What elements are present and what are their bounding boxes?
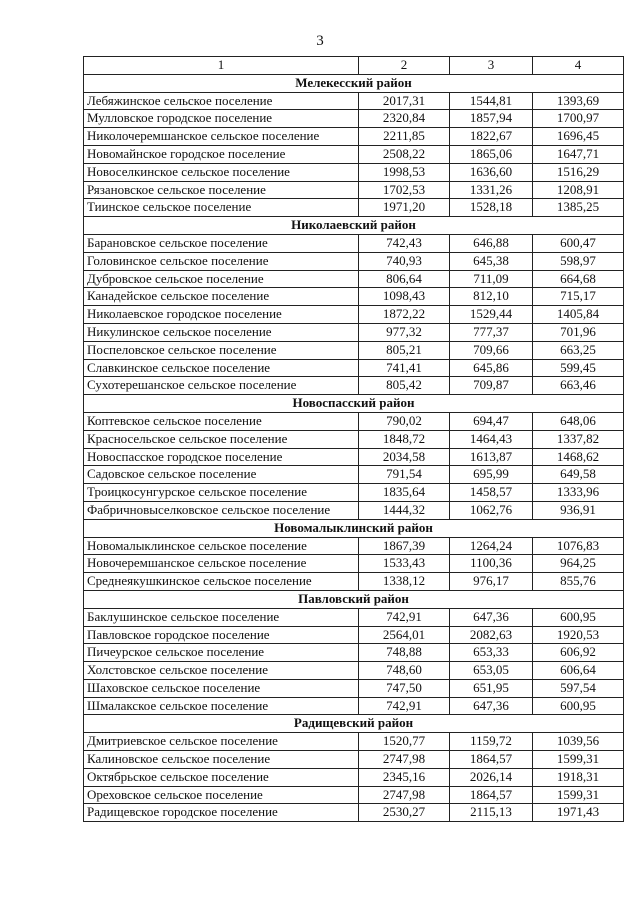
value-cell-col2: 742,43: [359, 234, 450, 252]
settlement-name-cell: Николочеремшанское сельское поселение: [84, 128, 359, 146]
table-row: [84, 430, 624, 448]
settlements-table: [83, 56, 624, 822]
table-row: [84, 679, 624, 697]
value-cell-col4: 606,64: [533, 662, 624, 680]
value-cell-col3: 1636,60: [450, 163, 533, 181]
value-cell-col2: 748,60: [359, 662, 450, 680]
value-cell-col2: 2017,31: [359, 92, 450, 110]
column-header: 4: [533, 57, 624, 75]
table-row: [84, 662, 624, 680]
value-cell-col4: 1918,31: [533, 768, 624, 786]
value-cell-col2: 2564,01: [359, 626, 450, 644]
district-name: Радищевский район: [84, 715, 624, 733]
table-row: [84, 306, 624, 324]
table-row: [84, 466, 624, 484]
settlement-name-cell: Шаховское сельское поселение: [84, 679, 359, 697]
value-cell-col3: 653,05: [450, 662, 533, 680]
value-cell-col3: 976,17: [450, 573, 533, 591]
table-row: [84, 359, 624, 377]
value-cell-col4: 701,96: [533, 323, 624, 341]
value-cell-col4: 600,47: [533, 234, 624, 252]
value-cell-col2: 2211,85: [359, 128, 450, 146]
table-row: [84, 341, 624, 359]
settlement-name-cell: Никулинское сельское поселение: [84, 323, 359, 341]
settlement-name-cell: Поспеловское сельское поселение: [84, 341, 359, 359]
settlement-name-cell: Пичеурское сельское поселение: [84, 644, 359, 662]
value-cell-col2: 806,64: [359, 270, 450, 288]
settlement-name-cell: Славкинское сельское поселение: [84, 359, 359, 377]
table-row: [84, 234, 624, 252]
value-cell-col3: 1864,57: [450, 751, 533, 769]
value-cell-col2: 1702,53: [359, 181, 450, 199]
settlement-name-cell: Николаевское городское поселение: [84, 306, 359, 324]
table-row: [84, 608, 624, 626]
value-cell-col3: 651,95: [450, 679, 533, 697]
value-cell-col2: 1872,22: [359, 306, 450, 324]
value-cell-col2: 1520,77: [359, 733, 450, 751]
value-cell-col4: 715,17: [533, 288, 624, 306]
value-cell-col3: 812,10: [450, 288, 533, 306]
value-cell-col4: 1971,43: [533, 804, 624, 822]
settlement-name-cell: Троицкосунгурское сельское поселение: [84, 484, 359, 502]
table-row: [84, 501, 624, 519]
value-cell-col3: 1865,06: [450, 145, 533, 163]
value-cell-col3: 711,09: [450, 270, 533, 288]
table-row: [84, 377, 624, 395]
settlement-name-cell: Новоспасское городское поселение: [84, 448, 359, 466]
value-cell-col4: 1076,83: [533, 537, 624, 555]
value-cell-col3: 653,33: [450, 644, 533, 662]
value-cell-col2: 1533,43: [359, 555, 450, 573]
value-cell-col2: 805,21: [359, 341, 450, 359]
table-row: [84, 786, 624, 804]
value-cell-col3: 2115,13: [450, 804, 533, 822]
district-name: Мелекесский район: [84, 74, 624, 92]
settlement-name-cell: Сухотерешанское сельское поселение: [84, 377, 359, 395]
value-cell-col2: 790,02: [359, 412, 450, 430]
settlement-name-cell: Садовское сельское поселение: [84, 466, 359, 484]
district-header-row: [84, 590, 624, 608]
table-row: [84, 92, 624, 110]
district-header-row: [84, 519, 624, 537]
value-cell-col4: 600,95: [533, 608, 624, 626]
settlement-name-cell: Коптевское сельское поселение: [84, 412, 359, 430]
value-cell-col3: 645,38: [450, 252, 533, 270]
value-cell-col3: 645,86: [450, 359, 533, 377]
value-cell-col3: 1529,44: [450, 306, 533, 324]
value-cell-col2: 977,32: [359, 323, 450, 341]
value-cell-col2: 2530,27: [359, 804, 450, 822]
value-cell-col4: 600,95: [533, 697, 624, 715]
value-cell-col2: 1867,39: [359, 537, 450, 555]
settlement-name-cell: Новомайнское городское поселение: [84, 145, 359, 163]
settlement-name-cell: Павловское городское поселение: [84, 626, 359, 644]
district-header-row: [84, 395, 624, 413]
table-row: [84, 573, 624, 591]
value-cell-col3: 647,36: [450, 697, 533, 715]
value-cell-col4: 599,45: [533, 359, 624, 377]
value-cell-col3: 1458,57: [450, 484, 533, 502]
table-row: [84, 323, 624, 341]
table-row: [84, 145, 624, 163]
settlement-name-cell: Шмалакское сельское поселение: [84, 697, 359, 715]
table-row: [84, 199, 624, 217]
value-cell-col4: 1385,25: [533, 199, 624, 217]
value-cell-col3: 1159,72: [450, 733, 533, 751]
value-cell-col3: 777,37: [450, 323, 533, 341]
table-row: [84, 128, 624, 146]
value-cell-col3: 694,47: [450, 412, 533, 430]
value-cell-col3: 1822,67: [450, 128, 533, 146]
district-name: Новоспасский район: [84, 395, 624, 413]
district-name: Павловский район: [84, 590, 624, 608]
value-cell-col2: 742,91: [359, 608, 450, 626]
value-cell-col4: 1599,31: [533, 751, 624, 769]
value-cell-col4: 663,46: [533, 377, 624, 395]
settlement-name-cell: Новочеремшанское сельское поселение: [84, 555, 359, 573]
settlement-name-cell: Канадейское сельское поселение: [84, 288, 359, 306]
settlement-name-cell: Баклушинское сельское поселение: [84, 608, 359, 626]
value-cell-col2: 1444,32: [359, 501, 450, 519]
value-cell-col4: 1516,29: [533, 163, 624, 181]
value-cell-col4: 1393,69: [533, 92, 624, 110]
table-row: [84, 270, 624, 288]
district-name: Николаевский район: [84, 217, 624, 235]
value-cell-col2: 2320,84: [359, 110, 450, 128]
value-cell-col3: 2082,63: [450, 626, 533, 644]
table-row: [84, 537, 624, 555]
table-row: [84, 448, 624, 466]
value-cell-col3: 2026,14: [450, 768, 533, 786]
value-cell-col2: 741,41: [359, 359, 450, 377]
value-cell-col3: 646,88: [450, 234, 533, 252]
value-cell-col3: 709,66: [450, 341, 533, 359]
settlement-name-cell: Среднеякушкинское сельское поселение: [84, 573, 359, 591]
settlement-name-cell: Дмитриевское сельское поселение: [84, 733, 359, 751]
value-cell-col4: 1700,97: [533, 110, 624, 128]
value-cell-col4: 1337,82: [533, 430, 624, 448]
settlement-name-cell: Радищевское городское поселение: [84, 804, 359, 822]
value-cell-col4: 663,25: [533, 341, 624, 359]
table-row: [84, 644, 624, 662]
settlement-name-cell: Дубровское сельское поселение: [84, 270, 359, 288]
value-cell-col2: 1971,20: [359, 199, 450, 217]
value-cell-col4: 1208,91: [533, 181, 624, 199]
district-header-row: [84, 715, 624, 733]
table-row: [84, 484, 624, 502]
value-cell-col2: 1998,53: [359, 163, 450, 181]
value-cell-col3: 1864,57: [450, 786, 533, 804]
settlement-name-cell: Октябрьское сельское поселение: [84, 768, 359, 786]
settlement-name-cell: Тиинское сельское поселение: [84, 199, 359, 217]
district-name: Новомалыклинский район: [84, 519, 624, 537]
column-header: 3: [450, 57, 533, 75]
settlement-name-cell: Лебяжинское сельское поселение: [84, 92, 359, 110]
value-cell-col2: 2747,98: [359, 786, 450, 804]
value-cell-col4: 964,25: [533, 555, 624, 573]
settlement-name-cell: Новомалыклинское сельское поселение: [84, 537, 359, 555]
settlement-name-cell: Головинское сельское поселение: [84, 252, 359, 270]
table-row: [84, 110, 624, 128]
value-cell-col2: 2034,58: [359, 448, 450, 466]
value-cell-col4: 1920,53: [533, 626, 624, 644]
value-cell-col2: 1835,64: [359, 484, 450, 502]
value-cell-col3: 709,87: [450, 377, 533, 395]
table-row: [84, 768, 624, 786]
page-number: 3: [316, 33, 324, 49]
value-cell-col2: 747,50: [359, 679, 450, 697]
table-row: [84, 412, 624, 430]
column-header: 1: [84, 57, 359, 75]
table-row: [84, 555, 624, 573]
settlement-name-cell: Мулловское городское поселение: [84, 110, 359, 128]
value-cell-col2: 742,91: [359, 697, 450, 715]
district-header-row: [84, 217, 624, 235]
table-row: [84, 697, 624, 715]
value-cell-col2: 740,93: [359, 252, 450, 270]
value-cell-col2: 1848,72: [359, 430, 450, 448]
value-cell-col2: 1338,12: [359, 573, 450, 591]
value-cell-col2: 1098,43: [359, 288, 450, 306]
value-cell-col4: 598,97: [533, 252, 624, 270]
table-row: [84, 252, 624, 270]
value-cell-col2: 2747,98: [359, 751, 450, 769]
settlement-name-cell: Барановское сельское поселение: [84, 234, 359, 252]
value-cell-col2: 791,54: [359, 466, 450, 484]
value-cell-col3: 1857,94: [450, 110, 533, 128]
value-cell-col2: 805,42: [359, 377, 450, 395]
value-cell-col4: 936,91: [533, 501, 624, 519]
value-cell-col4: 606,92: [533, 644, 624, 662]
value-cell-col4: 649,58: [533, 466, 624, 484]
value-cell-col2: 748,88: [359, 644, 450, 662]
settlement-name-cell: Ореховское сельское поселение: [84, 786, 359, 804]
settlement-name-cell: Фабричновыселковское сельское поселение: [84, 501, 359, 519]
settlement-name-cell: Холстовское сельское поселение: [84, 662, 359, 680]
value-cell-col4: 1468,62: [533, 448, 624, 466]
value-cell-col3: 647,36: [450, 608, 533, 626]
value-cell-col4: 1405,84: [533, 306, 624, 324]
value-cell-col3: 1464,43: [450, 430, 533, 448]
value-cell-col3: 1100,36: [450, 555, 533, 573]
column-header: 2: [359, 57, 450, 75]
value-cell-col4: 1599,31: [533, 786, 624, 804]
district-header-row: [84, 74, 624, 92]
settlement-name-cell: Новоселкинское сельское поселение: [84, 163, 359, 181]
value-cell-col4: 664,68: [533, 270, 624, 288]
table-header-row: [84, 57, 624, 75]
table-row: [84, 288, 624, 306]
table-row: [84, 626, 624, 644]
table-row: [84, 751, 624, 769]
settlement-name-cell: Красносельское сельское поселение: [84, 430, 359, 448]
value-cell-col4: 1696,45: [533, 128, 624, 146]
table-body: [84, 74, 624, 821]
value-cell-col4: 1039,56: [533, 733, 624, 751]
table-row: [84, 163, 624, 181]
value-cell-col3: 1544,81: [450, 92, 533, 110]
value-cell-col2: 2508,22: [359, 145, 450, 163]
value-cell-col2: 2345,16: [359, 768, 450, 786]
value-cell-col3: 695,99: [450, 466, 533, 484]
value-cell-col4: 648,06: [533, 412, 624, 430]
value-cell-col3: 1062,76: [450, 501, 533, 519]
value-cell-col3: 1264,24: [450, 537, 533, 555]
value-cell-col3: 1613,87: [450, 448, 533, 466]
table-row: [84, 181, 624, 199]
value-cell-col3: 1331,26: [450, 181, 533, 199]
table-row: [84, 733, 624, 751]
value-cell-col3: 1528,18: [450, 199, 533, 217]
settlement-name-cell: Калиновское сельское поселение: [84, 751, 359, 769]
table-row: [84, 804, 624, 822]
value-cell-col4: 597,54: [533, 679, 624, 697]
settlement-name-cell: Рязановское сельское поселение: [84, 181, 359, 199]
value-cell-col4: 1333,96: [533, 484, 624, 502]
value-cell-col4: 855,76: [533, 573, 624, 591]
value-cell-col4: 1647,71: [533, 145, 624, 163]
